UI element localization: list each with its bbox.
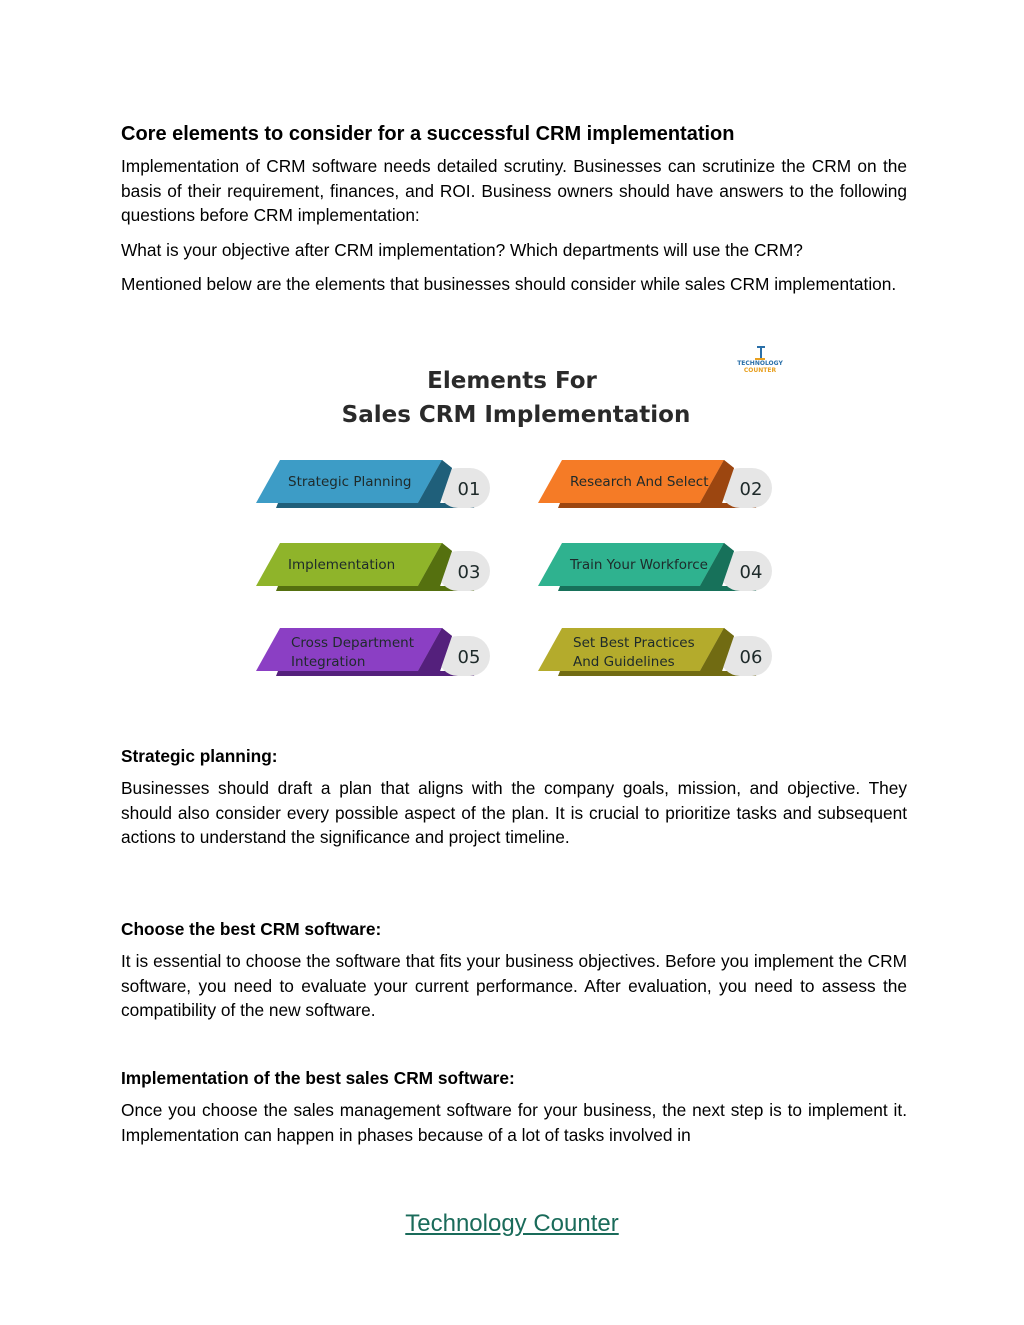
element-tile [256,628,490,676]
tile-number: 01 [457,479,481,500]
intro-paragraph-2: What is your objective after CRM implementation? Which departments will use the CRM? [121,239,803,260]
page-heading: Core elements to consider for a successful CRM implementation [121,123,735,145]
tile-label: Train Your Workforce [570,557,708,573]
technology-counter-link[interactable]: Technology Counter [405,1210,619,1237]
section-heading: Implementation of the best sales CRM software: [121,1068,515,1088]
element-tile [538,543,772,591]
section-strategic-planning [121,744,907,860]
element-tile [538,628,772,676]
element-tile [256,460,490,508]
tiles-layer [256,460,772,676]
crm-elements-infographic [240,340,800,700]
tile-label-line2: Integration [291,654,366,670]
element-tile [256,543,490,591]
logo-text-line1: TECHNOLOGY [737,360,783,367]
tile-number: 04 [739,562,763,583]
tile-label: Cross Department [291,635,414,651]
section-implementation [121,1066,907,1157]
infographic-title-line1: Elements For [427,368,597,394]
intro-paragraph-3: Mentioned below are the elements that businesses should consider while sales CRM implementation. [121,274,897,295]
technology-counter-logo [737,346,783,374]
tile-number: 03 [457,562,481,583]
tile-label: Strategic Planning [288,474,412,490]
tile-number: 06 [739,647,763,668]
section-heading: Strategic planning: [121,746,278,766]
tile-label: Implementation [288,557,396,573]
logo-text-line2: COUNTER [743,367,777,374]
section-body: Once you choose the sales management software for your business, the next step is to implement it. Implementation can happen in phases because of a lot of tasks involved in [121,1100,907,1145]
section-heading: Choose the best CRM software: [121,919,382,939]
tile-label-line2: And Guidelines [573,654,675,670]
tile-number: 05 [457,647,481,668]
section-body: It is essential to choose the software that fits your business objectives. Before you implement the CRM software, you need to evaluate your current performance. After evaluation, you need to assess the compatibility of the new software. [121,951,907,1021]
tile-label: Research And Select [570,474,709,490]
section-choose-crm [121,917,907,1033]
section-body: Businesses should draft a plan that aligns with the company goals, mission, and objective. They should also consider every possible aspect of the plan. It is crucial to prioritize tasks and subsequent actions to understand the significance and project timeline. [121,778,907,848]
element-tile [538,460,772,508]
tile-label: Set Best Practices [573,635,695,651]
infographic-title-line2: Sales CRM Implementation [341,402,691,428]
intro-section [121,122,907,307]
tile-number: 02 [739,479,763,500]
intro-paragraph-1: Implementation of CRM software needs detailed scrutiny. Businesses can scrutinize the CRM on the basis of their requirement, finances, and ROI. Business owners should have answers to the following questions before CRM implementation: [121,156,907,226]
